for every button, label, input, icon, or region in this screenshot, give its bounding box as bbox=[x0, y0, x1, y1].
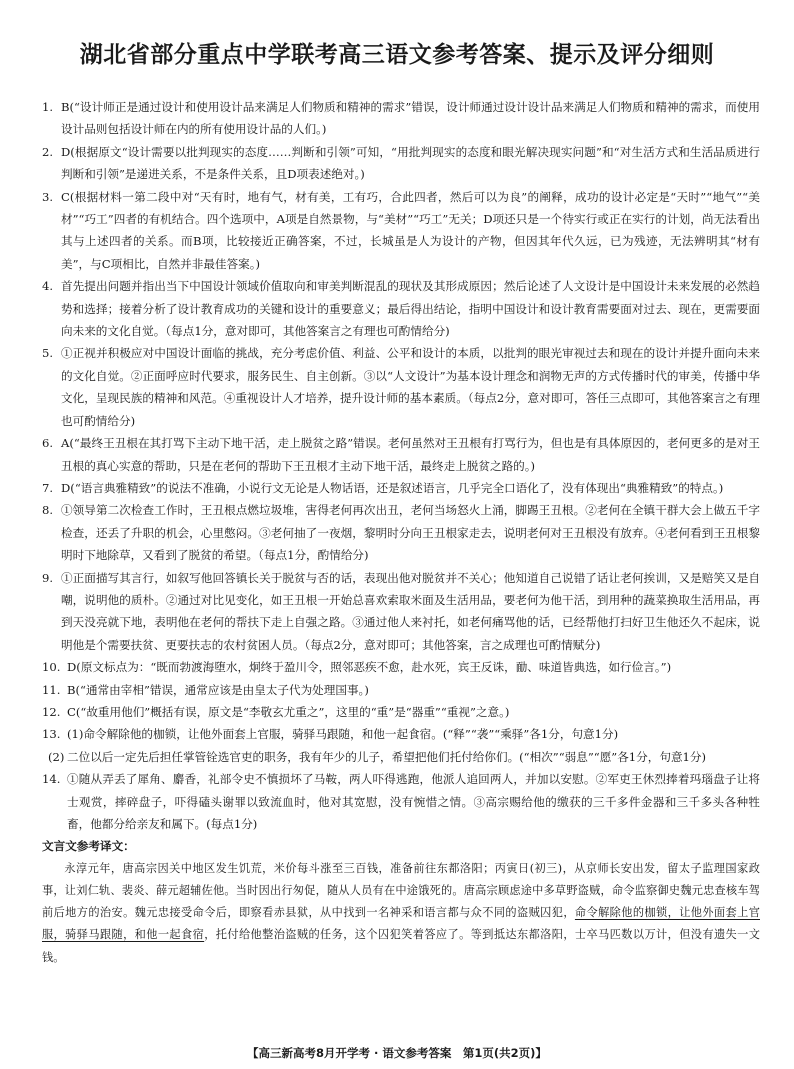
answer-number: 10. bbox=[42, 660, 61, 675]
answer-number: 9. bbox=[42, 570, 54, 585]
answer-number: 1. bbox=[42, 100, 54, 114]
answer-item bbox=[42, 96, 760, 141]
answer-number: 6. bbox=[42, 436, 54, 451]
answer-number: 14. bbox=[42, 772, 61, 787]
answer-item bbox=[42, 567, 760, 657]
answer-number: 2. bbox=[42, 144, 54, 159]
answer-text: D(“语言典雅精致”的说法不准确，小说行文无论是人物话语，还是叙述语言，几乎完全口语化了，没有体现出“典雅精致”的特点。) bbox=[61, 480, 724, 495]
answer-text: C(根据材料一第二段中对“天有时，地有气，材有美，工有巧，合此四者，然后可以为良”的阐释，成功的设计必定是“天时”“地气”“美材”“巧工”四者的有机结合。四个选项中，A项是自然景物，与“美材”“巧工”无关；D项还只是一个待实行或正在实行的计划，尚无法看出其与上述四者的关系。而B项，比较接近正确答案，不过，长城虽是人为设计的产物，但因其年代久远，已为残迹，无法辨明其“材有美”，与C项相比，自然并非最佳答案。) bbox=[61, 189, 760, 271]
answer-number: 5. bbox=[42, 346, 54, 361]
sub-number: (2) bbox=[48, 749, 65, 764]
answer-text: B(“设计师正是通过设计和使用设计品来满足人们物质和精神的需求”错误，设计师通过设计设计品来满足人们物质和精神的需求，而使用设计品则包括设计师在内的所有使用设计品的人们。) bbox=[61, 100, 760, 137]
answer-text: D(根据原文“设计需要以批判现实的态度……判断和引领”可知，“用批判现实的态度和眼光解决现实问题”和“对生活方式和生活品质进行判断和引领”是递进关系，不是条件关系，且D项表述绝对。) bbox=[61, 144, 760, 182]
page-title: 湖北省部分重点中学联考高三语文参考答案、提示及评分细则 bbox=[79, 42, 715, 68]
answer-number: 11. bbox=[42, 682, 61, 697]
answer-number: 8. bbox=[42, 503, 54, 518]
answer-item bbox=[42, 679, 760, 701]
answer-number: 12. bbox=[42, 704, 61, 719]
answer-item bbox=[42, 275, 760, 342]
answer-text: ①正视并积极应对中国设计面临的挑战，充分考虑价值、利益、公平和设计的本质，以批判的眼光审视过去和现在的设计并提升面向未来的文化自觉。②正面呼应时代要求，服务民生、自主创新。③以“人文设计”为基本设计理念和润物无声的方式传播时代的审美，传播中华文化，呈现民族的精神和风范。④重视设计人才培养，提升设计师的基本素质。（每点2分，意对即可，答任三点即可，其他答案言之有理也可酌情给分) bbox=[61, 346, 760, 428]
answer-text: ①领导第二次检查工作时，王丑根点燃垃圾堆，害得老何再次出丑，老何当场怒火上涌，脚踢王丑根。②老何在全镇干群大会上做五千字检查，还丢了升职的机会，心里憋闷。③老何抽了一夜烟，黎明时分向王丑根家走去，说明老何对王丑根没有放弃。④老何看到王丑根黎明时下地除草，又看到了脱贫的希望。（每点1分，酌情给分) bbox=[61, 503, 760, 563]
answer-item-13 bbox=[42, 723, 760, 745]
answer-number: 4. bbox=[42, 279, 54, 294]
translation-text bbox=[42, 858, 760, 969]
answer-text: ①正面描写其言行，如叙写他回答镇长关于脱贫与否的话，表现出他对脱贫并不关心；他知道自己说错了话让老何挨训，又是赔笑又是自嘲，说明他的质朴。②通过对比见变化，如王丑根一开始总喜欢索取米面及生活用品，要老何为他干活，到用种的蔬菜换取生活用品，再到天没亮就下地，表明他在老何的帮扶下走上自强之路。③通过他人来衬托，如老何痛骂他的话，已经帮他打扫好卫生他还久不起床，说明他是个需要扶贫、更要扶志的农村贫困人员。（每点2分，意对即可；其他答案，言之成理也可酌情赋分) bbox=[61, 570, 760, 652]
answer-item bbox=[42, 432, 760, 477]
answer-text: 首先提出问题并指出当下中国设计领域价值取向和审美判断混乱的现状及其形成原因；然后论述了人文设计是中国设计未来发展的必然趋势和选择；接着分析了设计教育成功的关键和设计的重要意义；最后得出结论，指明中国设计和设计教育需要面对过去、现在，更需要面向未来的文化自觉。（每点1分，意对即可，其他答案言之有理也可酌情给分) bbox=[61, 279, 760, 339]
answer-item bbox=[42, 499, 760, 566]
answer-subitem bbox=[42, 746, 760, 768]
answer-item bbox=[42, 701, 760, 723]
page-footer: 【高三新高考8月开学考 · 语文参考答案 第1页(共2页)】 bbox=[247, 1046, 547, 1060]
answer-text: 命令解除他的枷锁，让他外面套上官服，骑驿马跟随，和他一起食宿。(“释”“袭”“乘驿”各1分，句意1分) bbox=[83, 727, 619, 742]
translation-underlined: 命令解除他的枷锁，让他外面套上官服，骑驿马跟随，和他一起食宿 bbox=[42, 906, 760, 942]
answer-number: 7. bbox=[42, 480, 54, 495]
answer-number: 3. bbox=[42, 189, 54, 204]
answer-item bbox=[42, 141, 760, 186]
sub-number: (1) bbox=[67, 727, 84, 742]
answer-item bbox=[42, 342, 760, 432]
answer-text: D(原文标点为：“既而勃渡海堕水，炯终于盈川令，照邻恶疾不愈，赴水死，宾王反诛，勔、味道皆典选，如行俭言。”) bbox=[67, 660, 672, 675]
answer-item bbox=[42, 477, 760, 499]
answer-text: A(“最终王丑根在其打骂下主动下地干活，走上脱贫之路”错误。老何虽然对王丑根有打骂行为，但也是有具体原因的，老何更多的是对王丑根的真心实意的帮助，只是在老何的帮助下王丑根才主动下地干活，最终走上脱贫之路的。) bbox=[61, 436, 760, 473]
answer-text: ①随从弄丢了犀角、麝香，礼部令史不慎损坏了马鞍，两人吓得逃跑，他派人追回两人，并加以安慰。②军吏王休烈捧着玛瑙盘子让将士观赏，摔碎盘子，吓得磕头谢罪以致流血时，他对其宽慰，没有惋惜之情。③高宗赐给他的缴获的三千多件金器和三千多头各种牲畜，他都分给亲友和属下。(每点1分) bbox=[67, 772, 760, 831]
answer-item-14 bbox=[42, 768, 760, 835]
answer-item bbox=[42, 186, 760, 276]
answer-text: 二位以后一定先后担任掌管铨选官吏的职务，我有年少的儿子，希望把他们托付给你们。(“相次”“弱息”“愿”各1分，句意1分) bbox=[67, 749, 707, 764]
answer-number: 13. bbox=[42, 727, 61, 742]
translation-heading: 文言文参考译文： bbox=[42, 839, 135, 854]
answer-text: B(“通常由宰相”错误，通常应该是由皇太子代为处理国事。) bbox=[67, 682, 369, 697]
answer-item bbox=[42, 656, 760, 678]
answer-content bbox=[42, 96, 760, 969]
translation-part-a: 永淳元年，唐高宗因关中地区发生饥荒，米价每斗涨至三百钱，准备前往东都洛阳；丙寅日(初三)，从京师长安出发，留太子监理国家政事，让刘仁轨、裴炎、薛元超辅佐他。当时因出行匆促，随从人员有在中途饿死的。唐高宗顾虑途中多草野盗贼，命令监察御史魏元忠查核车驾前后地方的治安。魏元忠接受命令后，即察看赤县狱，从中找到一名神采和语言都与众不同的盗贼囚犯， bbox=[42, 861, 760, 920]
translation-part-b: ，托付给他整治盗贼的任务，这个囚犯笑着答应了。等到抵达东都洛阳，士卒马匹数以万计，但没有遗失一文钱。 bbox=[42, 928, 760, 964]
answer-text: C(“故重用他们”概括有误，原文是“李敬玄尤重之”，这里的“重”是“器重”“重视”之意。) bbox=[67, 704, 510, 719]
